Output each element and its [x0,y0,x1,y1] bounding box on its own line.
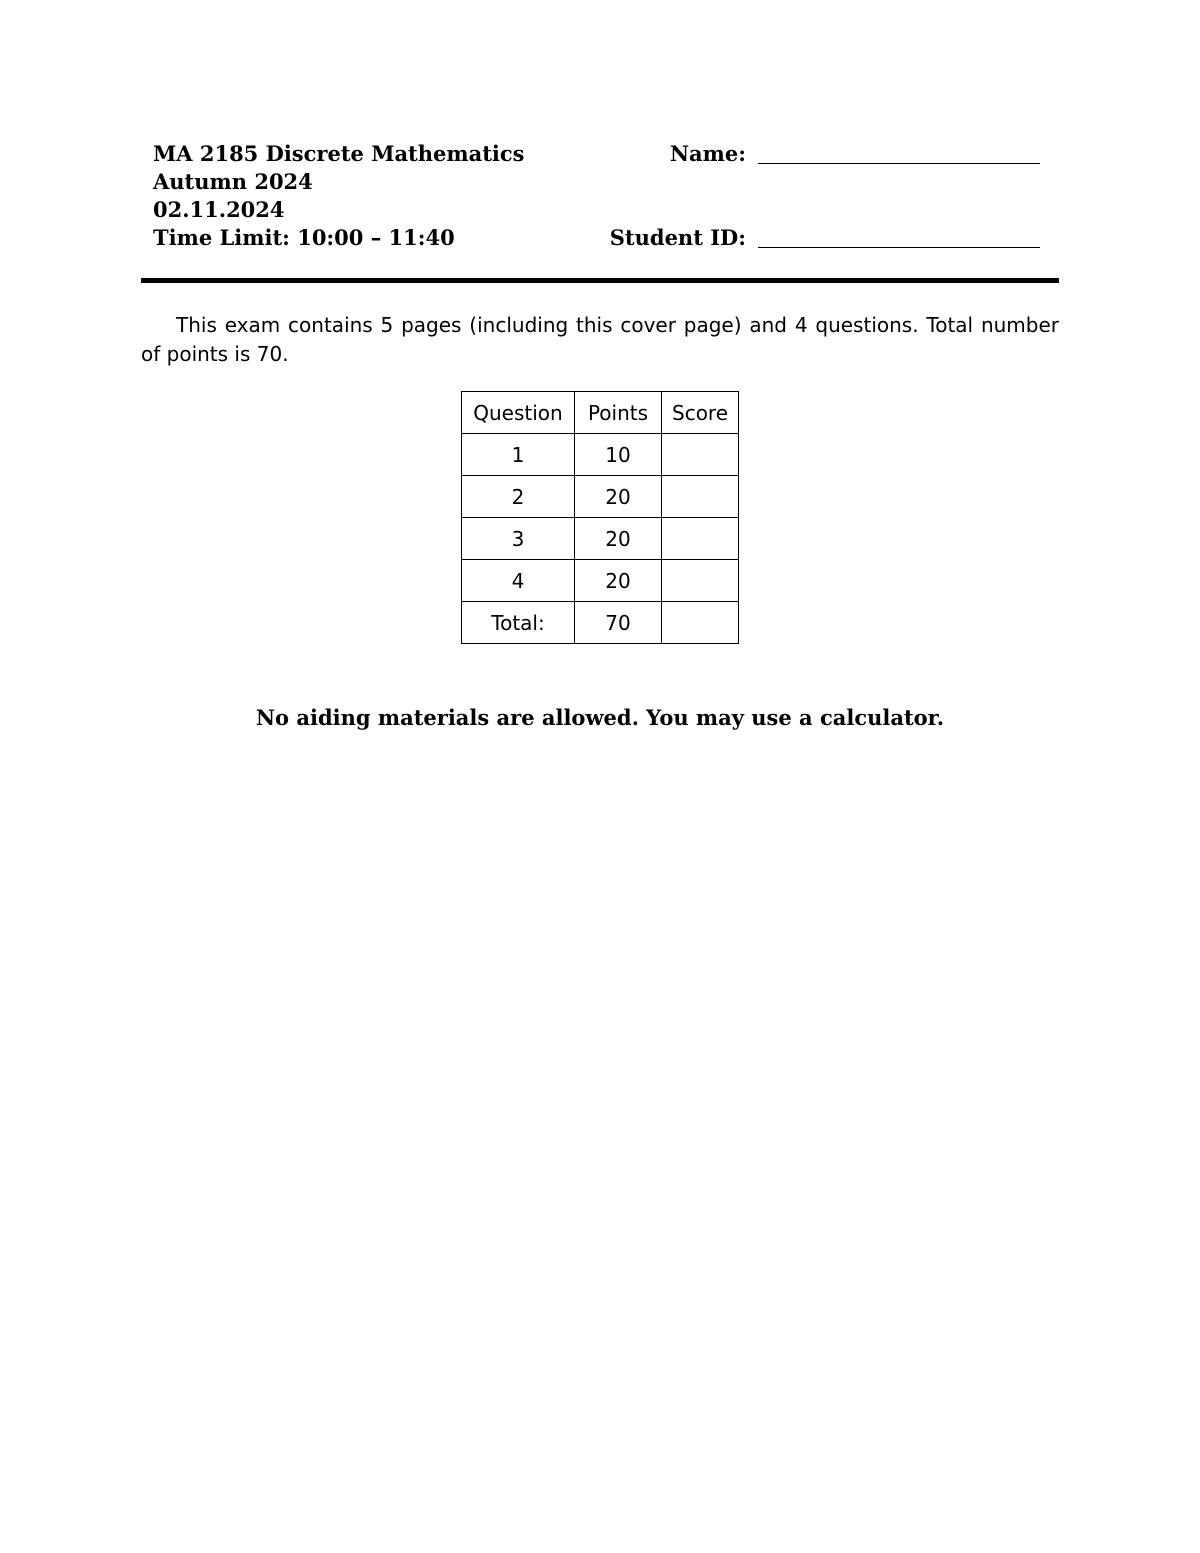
exam-intro: This exam contains 5 pages (including this cover page) and 4 questions. Total number of points is 70. [141,313,1059,366]
exam-notice: No aiding materials are allowed. You may use a calculator. [255,705,945,730]
question-cell: 2 [462,476,575,518]
total-score-cell[interactable] [662,602,739,644]
points-cell: 10 [575,434,662,476]
column-header-score: Score [662,392,739,434]
student-id-field [610,224,1040,252]
table-row [462,434,739,476]
time-limit: Time Limit: 10:00 – 11:40 [153,225,455,250]
question-cell: 4 [462,560,575,602]
question-cell: 3 [462,518,575,560]
column-header-points: Points [575,392,662,434]
total-label-cell: Total: [462,602,575,644]
name-label: Name: [669,141,746,166]
score-cell[interactable] [662,476,739,518]
column-header-question: Question [462,392,575,434]
question-cell: 1 [462,434,575,476]
score-cell[interactable] [662,518,739,560]
score-cell[interactable] [662,560,739,602]
table-row [462,518,739,560]
table-header-row [462,392,739,434]
student-id-label: Student ID: [609,225,746,250]
points-cell: 20 [575,518,662,560]
points-cell: 20 [575,560,662,602]
header-divider [141,278,1059,283]
exam-header-info [153,140,525,252]
name-blank-line[interactable] [758,157,1040,164]
score-cell[interactable] [662,434,739,476]
term: Autumn 2024 [153,169,313,194]
points-table [461,391,739,644]
table-total-row [462,602,739,644]
name-field [670,140,1040,168]
table-row [462,560,739,602]
points-cell: 20 [575,476,662,518]
course-title: MA 2185 Discrete Mathematics [153,141,525,166]
exam-date: 02.11.2024 [153,197,285,222]
student-id-blank-line[interactable] [758,241,1040,248]
total-points-cell: 70 [575,602,662,644]
table-row [462,476,739,518]
